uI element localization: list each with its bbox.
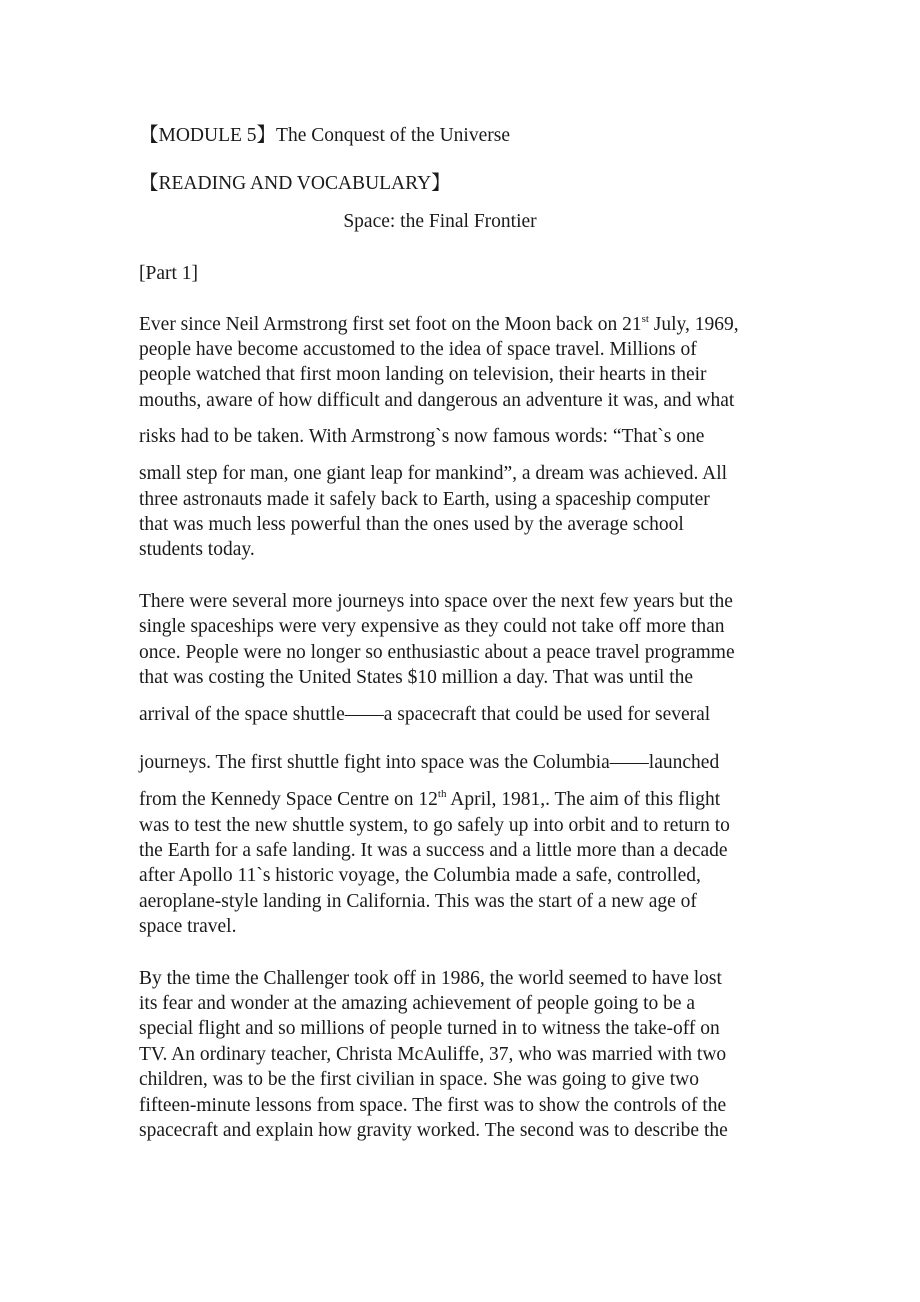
paragraph-2-line-4: that was costing the United States $10 million a day. That was until the: [139, 667, 694, 688]
paragraph-1-line-4: mouths, aware of how difficult and dangerous an adventure it was, and what: [139, 390, 735, 411]
paragraph-1-line-9: students today.: [139, 539, 255, 560]
paragraph-2-line-9: the Earth for a safe landing. It was a success and a little more than a decade: [139, 840, 728, 861]
paragraph-1-line-2: people have become accustomed to the idea of space travel. Millions of: [139, 339, 697, 360]
paragraph-1-line-7: three astronauts made it safely back to Earth, using a spaceship computer: [139, 489, 710, 510]
text-segment: April, 1981,. The aim of this flight: [446, 789, 721, 810]
text-segment: from the Kennedy Space Centre on 12: [139, 789, 438, 810]
ordinal-suffix: st: [641, 312, 649, 325]
article-title-row: [0, 210, 920, 234]
module-heading: 【MODULE 5】The Conquest of the Universe: [139, 125, 510, 146]
paragraph-1-line-1: [139, 313, 739, 337]
paragraph-2-line-5: arrival of the space shuttle——a spacecraft that could be used for several: [139, 704, 711, 725]
article-title: Space: the Final Frontier: [343, 211, 537, 232]
text-segment: July, 1969,: [648, 314, 739, 335]
paragraph-1-line-8: that was much less powerful than the ones used by the average school: [139, 514, 684, 535]
paragraph-2-line-2: single spaceships were very expensive as they could not take off more than: [139, 616, 725, 637]
paragraph-3-line-5: children, was to be the first civilian in space. She was going to give two: [139, 1069, 699, 1090]
paragraph-3-line-2: its fear and wonder at the amazing achievement of people going to be a: [139, 993, 696, 1014]
section-heading: 【READING AND VOCABULARY】: [139, 173, 451, 194]
paragraph-2-line-1: There were several more journeys into space over the next few years but the: [139, 591, 733, 612]
paragraph-3-line-7: spacecraft and explain how gravity worked. The second was to describe the: [139, 1120, 728, 1141]
paragraph-1-line-5: risks had to be taken. With Armstrong`s now famous words: “That`s one: [139, 426, 705, 447]
paragraph-2-line-12: space travel.: [139, 916, 237, 937]
paragraph-2-line-3: once. People were no longer so enthusiastic about a peace travel programme: [139, 642, 735, 663]
part-label: [Part 1]: [139, 263, 199, 284]
paragraph-3-line-4: TV. An ordinary teacher, Christa McAuliffe, 37, who was married with two: [139, 1044, 727, 1065]
paragraph-1-line-3: people watched that first moon landing on television, their hearts in their: [139, 364, 707, 385]
paragraph-1-line-6: small step for man, one giant leap for mankind”, a dream was achieved. All: [139, 463, 728, 484]
paragraph-2-line-6: journeys. The first shuttle fight into space was the Columbia——launched: [139, 752, 720, 773]
paragraph-2-line-10: after Apollo 11`s historic voyage, the Columbia made a safe, controlled,: [139, 865, 701, 886]
paragraph-3-line-1: By the time the Challenger took off in 1986, the world seemed to have lost: [139, 968, 722, 989]
ordinal-suffix: th: [437, 787, 447, 800]
paragraph-2-line-8: was to test the new shuttle system, to go safely up into orbit and to return to: [139, 815, 730, 836]
paragraph-3-line-3: special flight and so millions of people turned in to witness the take-off on: [139, 1018, 720, 1039]
paragraph-2-line-7: [139, 788, 720, 812]
text-segment: Ever since Neil Armstrong first set foot on the Moon back on 21: [139, 314, 642, 335]
paragraph-3-line-6: fifteen-minute lessons from space. The first was to show the controls of the: [139, 1095, 727, 1116]
paragraph-2-line-11: aeroplane-style landing in California. This was the start of a new age of: [139, 891, 697, 912]
